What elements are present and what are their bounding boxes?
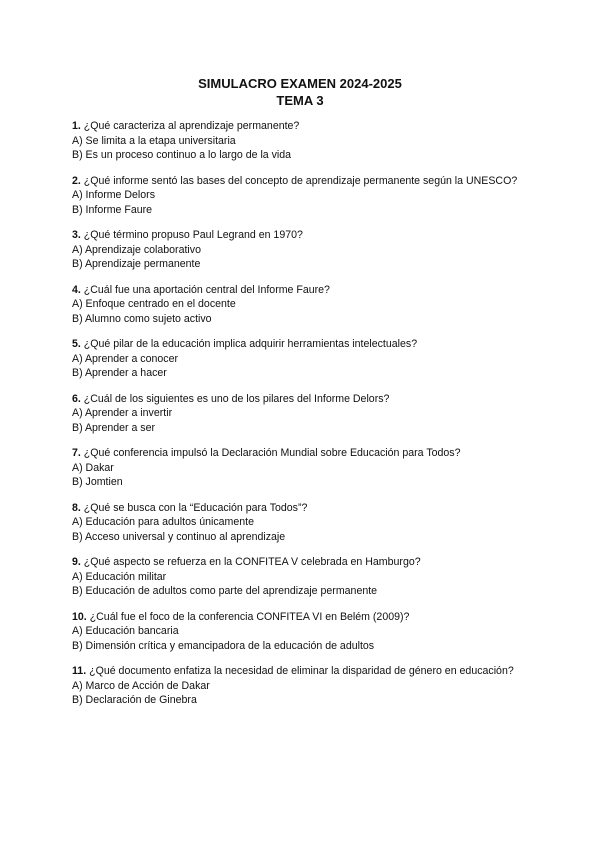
- option-b: B) Jomtien: [72, 476, 123, 488]
- option-b: B) Es un proceso continuo a lo largo de la vida: [72, 149, 292, 161]
- question-prompt: ¿Cuál de los siguientes es uno de los pilares del Informe Delors?: [83, 392, 390, 405]
- option-a: A) Marco de Acción de Dakar: [72, 679, 210, 692]
- question-6: [72, 392, 532, 436]
- option-b: B) Aprender a ser: [72, 421, 156, 434]
- option-b: B) Aprender a hacer: [72, 367, 167, 379]
- question-3: [72, 228, 532, 272]
- question-prompt: ¿Qué se busca con la “Educación para Todos”?: [83, 501, 308, 514]
- question-number: 1.: [72, 120, 81, 132]
- question-number: 9.: [72, 556, 81, 568]
- exam-title: SIMULACRO EXAMEN 2024-2025: [198, 76, 402, 91]
- option-b: B) Aprendizaje permanente: [72, 258, 201, 270]
- option-a: A) Aprendizaje colaborativo: [72, 243, 201, 256]
- option-a: A) Aprender a invertir: [72, 407, 173, 419]
- option-b: B) Acceso universal y continuo al aprendizaje: [72, 530, 286, 543]
- question-number: 2.: [72, 174, 81, 187]
- option-b: B) Educación de adultos como parte del aprendizaje permanente: [72, 585, 378, 597]
- option-b: B) Dimensión crítica y emancipadora de la educación de adultos: [72, 639, 375, 652]
- question-number: 10.: [72, 610, 87, 623]
- question-11: [72, 664, 532, 708]
- option-a: A) Educación bancaria: [72, 625, 179, 637]
- question-number: 8.: [72, 501, 81, 514]
- question-text: [72, 610, 532, 625]
- question-prompt: ¿Cuál fue una aportación central del Informe Faure?: [83, 283, 330, 296]
- question-text: [72, 228, 532, 243]
- question-prompt: ¿Qué conferencia impulsó la Declaración Mundial sobre Educación para Todos?: [83, 447, 461, 459]
- question-9: [72, 555, 532, 599]
- question-8: [72, 501, 532, 545]
- question-text: [72, 392, 532, 407]
- question-text: [72, 446, 532, 461]
- option-a: A) Educación para adultos únicamente: [72, 516, 254, 528]
- question-text: [72, 283, 532, 298]
- question-prompt: ¿Qué término propuso Paul Legrand en 1970?: [83, 229, 303, 241]
- question-2: [72, 174, 532, 218]
- option-a: A) Educación militar: [72, 570, 167, 583]
- option-a: A) Aprender a conocer: [72, 352, 178, 365]
- option-b: B) Alumno como sujeto activo: [72, 312, 212, 325]
- question-prompt: ¿Qué pilar de la educación implica adquirir herramientas intelectuales?: [83, 338, 418, 350]
- question-prompt: ¿Cuál fue el foco de la conferencia CONFITEA VI en Belém (2009)?: [89, 610, 410, 623]
- option-a: A) Informe Delors: [72, 189, 156, 201]
- option-a: A) Enfoque centrado en el docente: [72, 298, 236, 310]
- question-text: [72, 337, 532, 352]
- question-text: [72, 664, 532, 679]
- question-text: [72, 174, 532, 189]
- question-number: 7.: [72, 447, 81, 459]
- option-a: A) Se limita a la etapa universitaria: [72, 134, 236, 147]
- question-4: [72, 283, 532, 327]
- question-number: 11.: [72, 665, 87, 677]
- question-prompt: ¿Qué caracteriza al aprendizaje permanente?: [83, 120, 300, 132]
- exam-topic: TEMA 3: [276, 93, 324, 108]
- question-number: 4.: [72, 283, 81, 296]
- question-prompt: ¿Qué aspecto se refuerza en la CONFITEA V celebrada en Hamburgo?: [83, 556, 421, 568]
- option-b: B) Informe Faure: [72, 203, 153, 216]
- question-1: [72, 119, 532, 163]
- option-a: A) Dakar: [72, 461, 114, 474]
- question-5: [72, 337, 532, 381]
- question-list: [72, 119, 532, 719]
- question-number: 3.: [72, 229, 81, 241]
- question-number: 5.: [72, 338, 81, 350]
- question-10: [72, 610, 532, 654]
- question-prompt: ¿Qué documento enfatiza la necesidad de eliminar la disparidad de género en educación?: [89, 665, 514, 677]
- question-text: [72, 119, 532, 134]
- question-number: 6.: [72, 392, 81, 405]
- option-b: B) Declaración de Ginebra: [72, 694, 197, 706]
- question-text: [72, 501, 532, 516]
- exam-header: [0, 75, 600, 109]
- question-prompt: ¿Qué informe sentó las bases del concepto de aprendizaje permanente según la UNESCO?: [83, 174, 518, 187]
- question-text: [72, 555, 532, 570]
- question-7: [72, 446, 532, 490]
